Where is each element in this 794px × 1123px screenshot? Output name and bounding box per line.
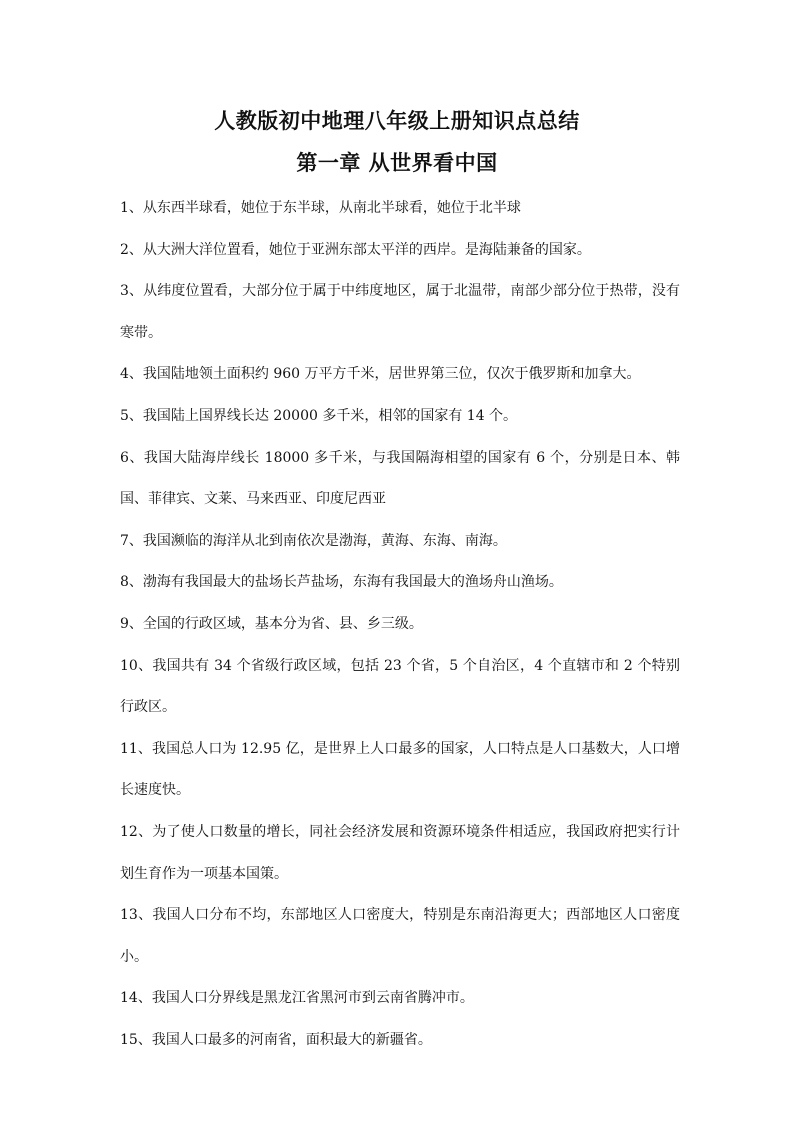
list-item: 15、我国人口最多的河南省，面积最大的新疆省。 [120, 1031, 432, 1048]
list-item: 3、从纬度位置看，大部分位于属于中纬度地区，属于北温带，南部少部分位于热带，没有寒带。 [120, 283, 680, 341]
knowledge-list [120, 188, 680, 1061]
list-item: 6、我国大陆海岸线长 18000 多千米，与我国隔海相望的国家有 6 个，分别是日本、韩国、菲律宾、文莱、马来西亚、印度尼西亚 [120, 449, 680, 508]
list-item: 13、我国人口分布不均，东部地区人口密度大，特别是东南沿海更大；西部地区人口密度小。 [120, 907, 680, 965]
document-title: 人教版初中地理八年级上册知识点总结 [214, 108, 580, 133]
list-item: 5、我国陆上国界线长达 20000 多千米，相邻的国家有 14 个。 [120, 407, 518, 424]
list-item: 10、我国共有 34 个省级行政区域，包括 23 个省，5 个自治区，4 个直辖市和 2 个特别行政区。 [120, 657, 680, 716]
list-item: 7、我国濒临的海洋从北到南依次是渤海，黄海、东海、南海。 [120, 532, 507, 549]
list-item: 8、渤海有我国最大的盐场长芦盐场，东海有我国最大的渔场舟山渔场。 [120, 574, 563, 591]
list-item: 9、全国的行政区域，基本分为省、县、乡三级。 [120, 615, 423, 632]
list-item: 4、我国陆地领土面积约 960 万平方千米，居世界第三位，仅次于俄罗斯和加拿大。 [120, 366, 641, 383]
list-item: 2、从大洲大洋位置看，她位于亚洲东部太平洋的西岸。是海陆兼备的国家。 [120, 241, 591, 258]
list-item: 12、为了使人口数量的增长，同社会经济发展和资源环境条件相适应，我国政府把实行计划生育作为一项基本国策。 [120, 823, 680, 882]
chapter-heading: 第一章 从世界看中国 [296, 150, 498, 175]
list-item: 1、从东西半球看，她位于东半球，从南北半球看，她位于北半球 [120, 200, 521, 216]
list-item: 14、我国人口分界线是黑龙江省黑河市到云南省腾冲市。 [120, 990, 474, 1007]
list-item: 11、我国总人口为 12.95 亿，是世界上人口最多的国家，人口特点是人口基数大，人口增长速度快。 [120, 740, 680, 799]
